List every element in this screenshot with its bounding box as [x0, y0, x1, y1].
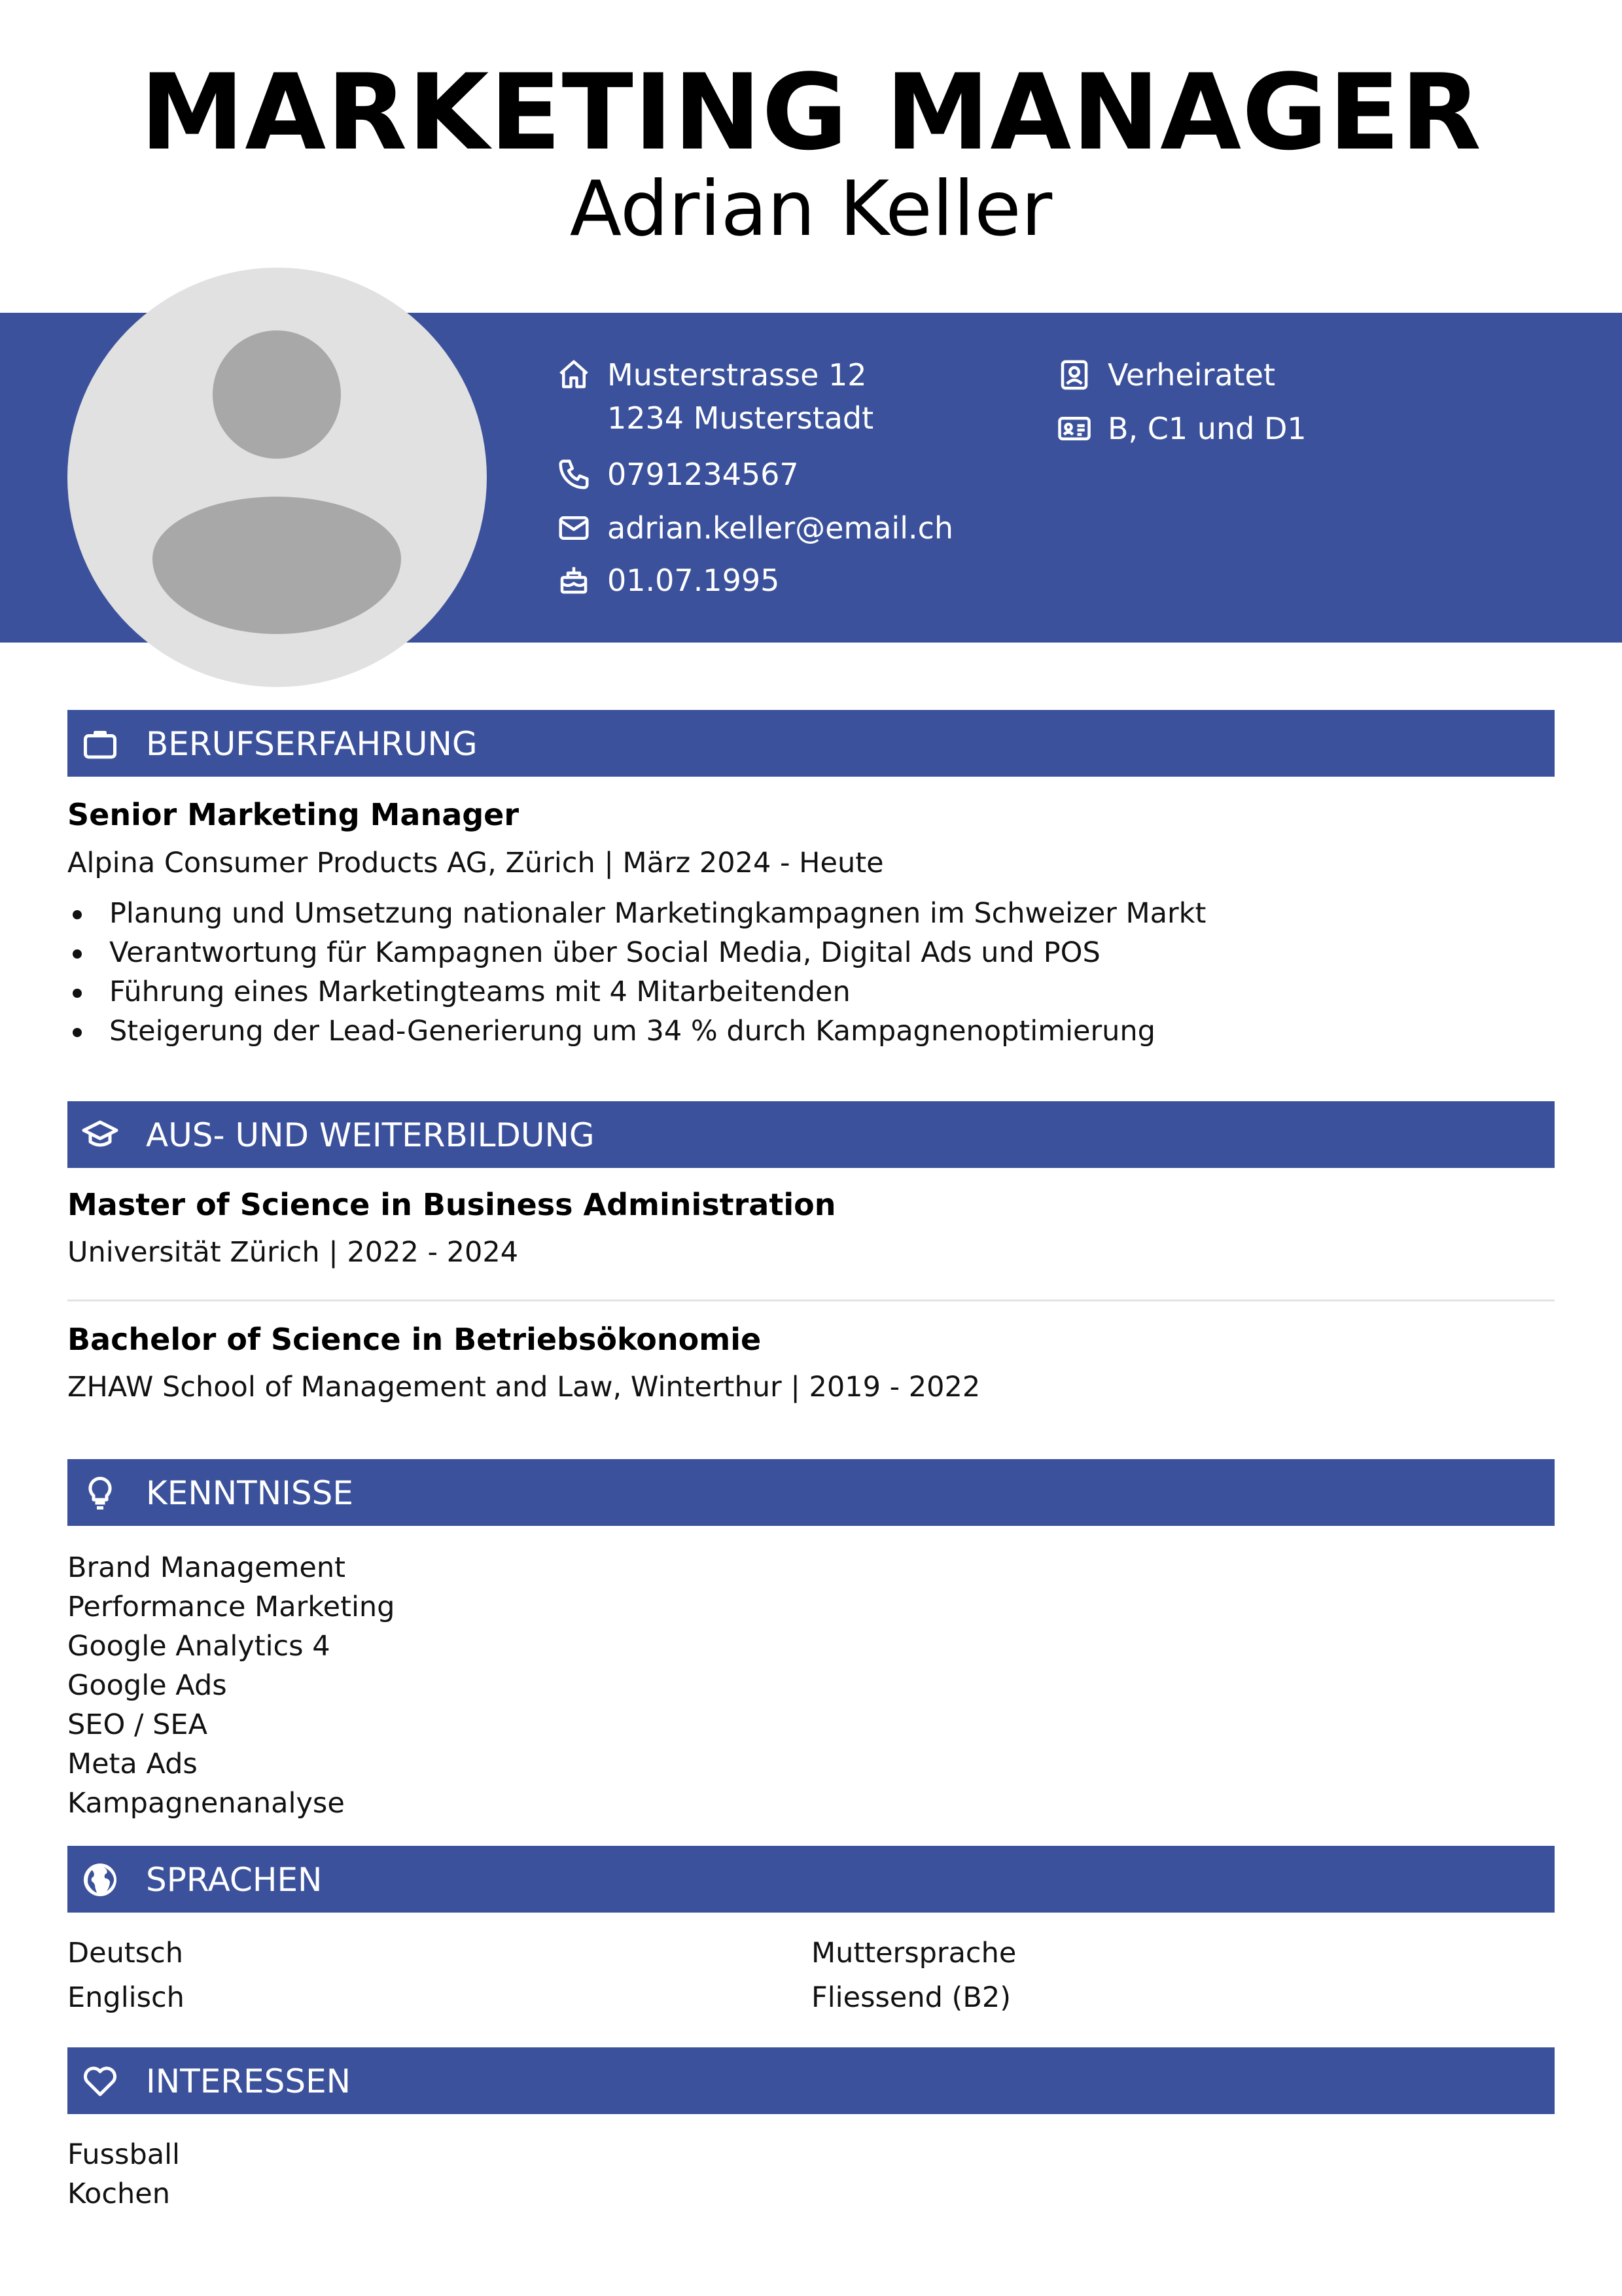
- avatar-head-shape: [213, 330, 341, 459]
- skill-item: Kampagnenanalyse: [67, 1787, 345, 1820]
- section-title: BERUFSERFAHRUNG: [146, 725, 478, 763]
- email-text: adrian.keller@email.ch: [607, 510, 954, 546]
- language-level: Fliessend (B2): [811, 1981, 1011, 2014]
- degree-school-period: ZHAW School of Management and Law, Winterthur | 2019 - 2022: [67, 1371, 981, 1404]
- section-header-languages: [67, 1846, 1555, 1913]
- education-divider: [67, 1299, 1555, 1301]
- skill-item: SEO / SEA: [67, 1708, 208, 1741]
- phone-text: 0791234567: [607, 457, 799, 492]
- marital-status-text: Verheiratet: [1108, 357, 1276, 393]
- phone-icon: [556, 457, 591, 492]
- skill-item: Google Analytics 4: [67, 1630, 330, 1663]
- section-title: AUS- UND WEITERBILDUNG: [146, 1116, 595, 1154]
- id-card-icon: [1057, 411, 1092, 446]
- section-header-skills: [67, 1459, 1555, 1526]
- heart-icon: [80, 2062, 120, 2101]
- cv-title: MARKETING MANAGER: [140, 51, 1482, 173]
- profile-photo-placeholder: [67, 268, 487, 687]
- address-line-1: Musterstrasse 12: [607, 357, 867, 393]
- degree-title: Bachelor of Science in Betriebsökonomie: [67, 1322, 762, 1357]
- briefcase-icon: [80, 724, 120, 764]
- section-title: SPRACHEN: [146, 1861, 323, 1899]
- section-header-interests: [67, 2047, 1555, 2114]
- person-name: Adrian Keller: [569, 165, 1053, 253]
- interest-item: Fussball: [67, 2138, 180, 2171]
- address-line-2: 1234 Musterstadt: [607, 400, 874, 436]
- language-level: Muttersprache: [811, 1937, 1017, 1969]
- skill-item: Google Ads: [67, 1669, 227, 1702]
- interest-item: Kochen: [67, 2178, 170, 2210]
- globe-icon: [80, 1860, 120, 1899]
- avatar-body-shape: [152, 497, 401, 634]
- job-company-period: Alpina Consumer Products AG, Zürich | März 2024 - Heute: [67, 847, 884, 879]
- home-icon: [556, 357, 591, 393]
- section-title: KENNTNISSE: [146, 1474, 353, 1512]
- graduation-cap-icon: [80, 1116, 120, 1155]
- language-name: Deutsch: [67, 1937, 183, 1969]
- skill-item: Performance Marketing: [67, 1591, 395, 1623]
- section-title: INTERESSEN: [146, 2062, 351, 2100]
- skill-item: Meta Ads: [67, 1748, 198, 1780]
- cake-icon: [556, 563, 591, 598]
- section-header-experience: [67, 710, 1555, 777]
- language-name: Englisch: [67, 1981, 185, 2014]
- degree-school-period: Universität Zürich | 2022 - 2024: [67, 1236, 519, 1269]
- id-badge-icon: [1057, 357, 1092, 393]
- job-title: Senior Marketing Manager: [67, 797, 520, 832]
- degree-title: Master of Science in Business Administration: [67, 1187, 836, 1222]
- mail-icon: [556, 510, 591, 546]
- lightbulb-icon: [80, 1474, 120, 1513]
- skill-item: Brand Management: [67, 1551, 346, 1584]
- section-header-education: [67, 1101, 1555, 1168]
- driving-license-text: B, C1 und D1: [1108, 411, 1307, 446]
- birthdate-text: 01.07.1995: [607, 563, 780, 598]
